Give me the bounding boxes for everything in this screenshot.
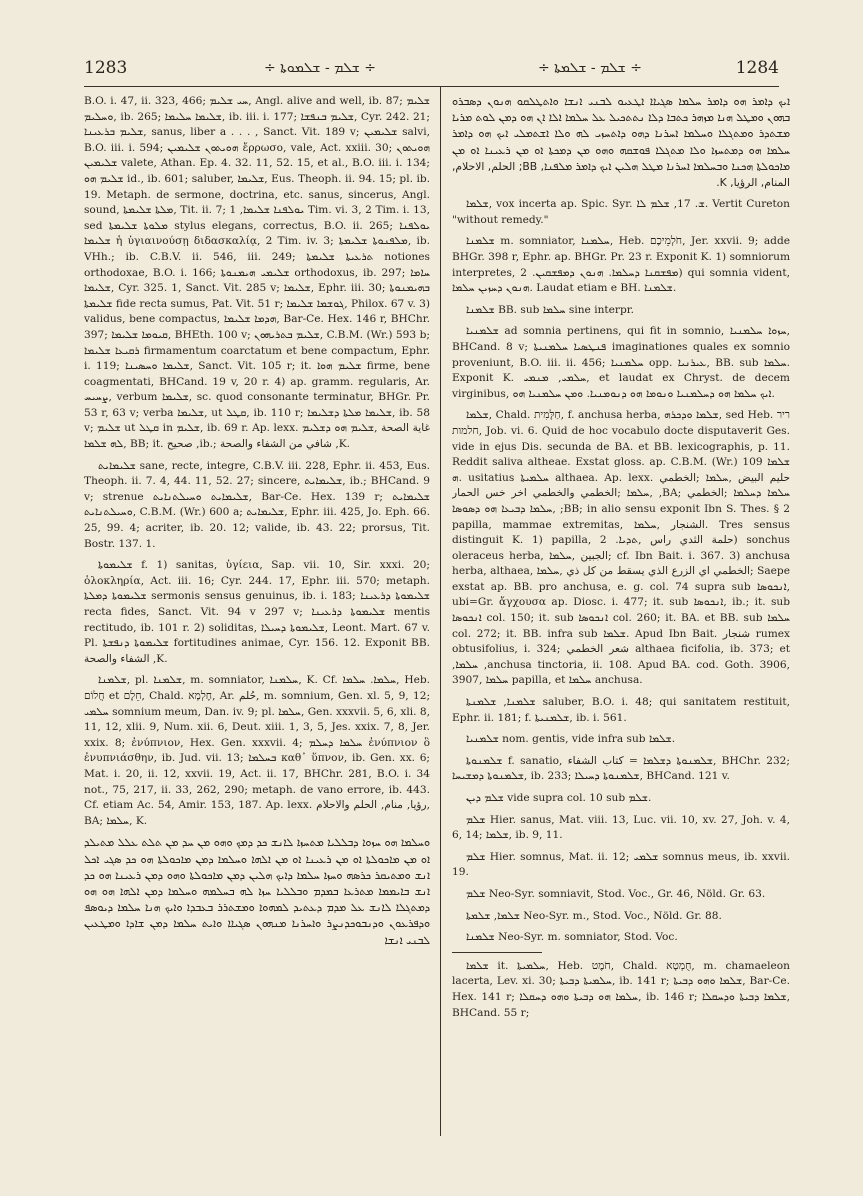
entry-shlimait: ܫܠܝܡܐܝܬ sane, recte, integre, C.B.V. iii. 228, Ephr. ii. 453, Eus. Theoph. ii. 7. 4, 44. 11, 52. 27; sincere, ܫܠܝܡܐܝܬ, ib.; BHCand. 9 v; strenue ܫܠܝܡܐܝܬ ܘܚܝܠܬܢܐܝܬ, Bar-Ce. Hex. 139 r; ܫܠܝܡܐܝܬ ܘܚܝܠܬܢܐܝܬ, C.B.M. (Wr.) 600 a; ܫܠܝܡܐܝܬ, Ephr. iii. 425, Jo. Eph. 66. 25, 99. 4; acriter, ib. 20. 12; valide, ib. 43. 22; prorsus, Tit. Bostr. 137. 1. (84, 459, 430, 550)
entry-nom-gentis: ܫܠܡܢܝܐ nom. gentis, vide infra sub ܫܠܡܐ. (466, 733, 676, 746)
syriac-quotation-right: ܐܝܟ ܕܐܡܪ ܗܘ ܕܐܡܪ ܚܠܡܐ ܣܓܝܐܐ ܐܛܥܝܘ ܠܒܢܝ ܐܢܫܐ ܘܐܬܛܠܩܘ ܗܢܘܢ ܕܣܒܪܘ ܒܗܘܢ ܘܡܛܠ ܗܢܐ ܡܙܗܪ ܟܬܒܐ ܕܠܐ ܢܬܬܟܝܠ ܥܠ ܚܠܡܐ ܐܠܐ ܐܢ ܗܘ ܕܡܢ ܠܘܬ ܡܪܝܐ ܡܫܬܕܪ ܘܡܬܓܠܐ ܘܚܠܡܐ ܐܚܪܢܐ ܕܗܘ ܕܐܬܚܙܝ ܠܗ ܘܠܐ ܐܫܬܡܠܝ ܐܝܟ ܗܘ ܕܐܡܪ ܚܠܡܐ ܗܘ ܕܡܬܚܙܐ ܘܠܐ ܡܬܓܠܐ ܦܘܫܩܗ ܘܗܘ ܡܢ ܕܡܟܬܐ ܐܘ ܡܢ ܪܥܝܢܐ ܐܘ ܡܢ ܡܐܟܘܠܬܐ ܗܟܢܐ ܘܒܚܠܡܐ ܐܚܪܢܐ ܡܛܠ ܗܠܝܢ ܐܝܟ ܕܐܡܪ ܡܠܦܢܐ, BB; الحلم, الاحلام, المنام, الرؤيا, K. (452, 95, 790, 190)
entry-shlim-cont: B.O. i. 47, ii. 323, 466; ܚܝ ܫܠܝܡ, Angl. alive and well, ib. 87; ܫܠܝܡ ܘܚܠܝܡ, ib. 265; ܫܠܝܡܐ ܚܠܝܡܐ, ib. iii. i. 177; ܫܠܝܡ ܒܢܦܫܐ, Cyr. 242. 21; ܫܠܝܡ ܒܪܥܝܢܐ, sanus, liber a . . . , Sanct. Vit. 189 v; ܫܠܝܡܝܢ salvi, B.O. iii. i. 594; ܗܘܝܬܘܢ ܫܠܝܡܝܢ ἔρρωσο, vale, Act. xxiii. 30; ܗܘܝܬܘܢ ܫܠܝܡܝܢ valete, Athan. Ep. 4. 32. 11, 52. 15, et al., B.O. iii. i. 134; ܫܠܝܡ ܗܘ id., ib. 601; saluber, ܫܠܝܡܐ, Eus. Theoph. ii. 94. 15; pl. ib. 19. Metaph. de sermone, doctrina, etc. sanus, sincerus, Angl. sound, ܡܠܬܐ ܫܠܝܡܬܐ, Tit. ii. 7; ܝܘܠܦܢܐ ܫܠܝܡܐ, 1 Tim. vi. 3, 2 Tim. i. 13, sed ܡܠܘܬܐ ܫܠܝܡܬܐ stylus elegans, correctus, B.O. ii. 265; ܝܘܠܦܢܐ ܫܠܝܡܐ ἡ ὑγιαινούσῃ διδασκαλίᾳ, 2 Tim. iv. 3; ܡܠܦܢܘܬܐ ܫܠܝܡܬܐ, ib. VHh.; ib. C.B.V. ii. 546, iii. 249; ܬܪܥܝܬܐ ܫܠܝܡܬܐ notiones orthodoxae, B.O. i. 166; ܫܠܝܡܝ ܗܝܡܢܘܬܐ orthodoxus, ib. 297; ܚܐܡܐ ܫܠܝܡܐ, Cyr. 325. 1, Sanct. Vit. 285 v; ܫܠܝܡܐ, Ephr. iii. 30; ܒܗܝܡܢܘܬܐ ܫܠܝܡܬܐ fide recta sumus, Pat. Vit. 51 r; ܓܘܫܡܐ ܫܠܝܡܐ, Philox. 67 v. 3) validus, bene compactus, ܗܕܡܐ ܫܠܝܡܐ, Bar-Ce. Hex. 146 r, BHChr. 397; ܩܝܘܡܐ ܫܠܝܡܐ, BHEth. 100 v; ܫܠܝܡ ܒܬܪܝܗܘܢ, C.B.M. (Wr.) 593 b; ܪܩܝܥܐ ܫܠܝܡܐ firmamentum coarctatum et bene compactum, Ephr. i. 119; ܫܠܝܡܐ ܘܚܣܝܢܐ, Sanct. Vit. 105 r; it. ܫܠܝܡ ܗܘܐ firme, bene coagmentati, BHCand. 19 v, 20 r. 4) ap. gramm. regularis, Ar. ܨܚܝܚ, verbum ܫܠܝܡܐ, sc. quod consonante terminatur, BHGr. Pr. 53 r, 63 v; verba ܫܠܝܡܐ, ut ܩܛܠ, ib. 110 r; ܫܠܝܡܐ ܡܠܬܐ ܕܫܠܝܡܐ, ib. 58 v; ܫܠܝܡ ut ܩܛܠ in ܫܠܝܡ, ib. 69 r. Ap. lexx. غاية الصحة ,ܫܠܝܡ ܗܘ ܕܫܠܝܡ ܠܗ ܫܠܡܐ, BB; it. صحيح ,ib.; شافي من الشفاء والصحة ,K. (84, 95, 430, 451)
entry-bb-sub: ܫܠܡܢܐ BB. sub ܚܠܡܐ sine interpr. (466, 303, 635, 316)
entry-somnia-pertinens: ܫܠܡܢܝܐ ad somnia pertinens, qui fit in somnio, ܚܙܘܐ ܚܠܡܢܝܐ, BHCand. 8 v; ܦܢܛܣܝܐ ܚܠܡܢܝܬܐ imaginationes quales ex somnio proveniunt, B.O. iii. ii. 456; ܚܠܡܢܝܐ opp. ܥܝܪܢܝܐ, BB. sub ܚܠܡܐ. Exponit K. ܚܠܡܝ, ܡܢܡܝ, et laudat ex Chryst. de decem virginibus, ܐܝܟ ܚܠܡܐ ܗܘ ܕܚܠܡܢܝܐ ܘܢܘܡܐ ܗܘ ܕܢܘܡܢܝܐ. ܘܡܢ ܚܠܡܢܝܐ ܗܘ. (452, 325, 790, 400)
page-number-right: 1284 (735, 58, 779, 78)
entry-hier-somnus: ܫܠܡ Hier. somnus, Mat. ii. 12; ܫܠܡܝ somnus meus, ib. xxvii. 19. (452, 850, 790, 879)
entry-hier-sanus: ܫܠܡ Hier. sanus, Mat. viii. 13, Luc. vii. 10, xv. 27, Joh. v. 4, 6, 14; ܫܠܡܐ, ib. 9, 11. (452, 813, 790, 842)
column-divider (440, 86, 441, 1136)
section-rule (452, 952, 542, 953)
syriac-quotation-left: ܘܚܠܡܐ ܗܘ ܚܙܘܐ ܕܒܠܠܝܐ ܡܬܚܙܐ ܠܐܢܫ ܟܕ ܕܡܟ ܘܗܘ ܡܢ ܚܕ ܡܢ ܬܠܬ ܥܠܠ ܡܬܝܠܕ ܐܘ ܡܢ ܡܐܟܘܠܬܐ ܐܘ ܡܢ ܪܥܝܢܐ ܐܘ ܡܢ ܐܠܗܐ ܘܚܠܡܐ ܕܡܢ ܡܐܟܘܠܬܐ ܗܘ ܟܕ ܣܓܝ ܐܟܠ ܐܢܫ ܘܡܬܝܩܪ ܟܪܣܗ ܘܚܙܐ ܚܠܡܐ ܕܐܝܟ ܗܠܝܢ ܕܡܢ ܡܐܟܘܠܬܐ ܘܗܘ ܕܡܢ ܪܥܝܢܐ ܗܘ ܟܕ ܐܢܫ ܒܐܝܡܡܐ ܡܬܪܥܐ ܒܡܕܡ ܘܒܠܠܝܐ ܚܙܐ ܠܗ ܒܚܠܡܗ ܘܚܠܡܐ ܕܡܢ ܐܠܗܐ ܗܘ ܗܘ ܕܡܬܓܠܐ ܠܐܢܫ ܥܠ ܡܕܡ ܕܥܬܝܕ ܠܡܗܘܐ ܘܡܫܬܪܪ ܒܥܒܕܐ ܘܐܝܟ ܗܢܐ ܚܠܡܐ ܕܝܘܣܦ ܘܕܦܪܥܘܢ ܘܕܢܒܘܟܕܢܨܪ ܘܐܚܪܢܐ ܡܢܗܘܢ ܣܓܝܐܐ ܘܐܝܬ ܚܠܡܐ ܕܡܢ ܫܐܕܐ ܘܡܛܥܝܢ ܠܒܢܝ ܐܢܫܐ (84, 836, 430, 947)
entry-sanatio: ܫܠܡܢܘܬܐ f. sanatio, ܫܠܡܢܘܬܐ ܕܫܠܡܐ = كتاب الشفاء, BHChr. 232; ܫܠܡܢܘܬܐ ܕܡܫܝܚܐ, ib. 233; ܫܠܡܢܘܬܐ ܕܚܝܠܐ, BHCand. 121 v. (452, 754, 790, 783)
entry-chamaeleon: ܫܠܡܐ it. ܚܠܡܝܬܐ, Heb. חֹמֶט, Chald. חֻמְטָא, m. chamaeleon lacerta, Lev. xi. 30; ܚܠܡܝܬܐ ܕܒܝܬܐ, ib. 141 r; ܫܠܡܐ ܘܗܘ ܕܒܝܬܐ, Bar-Ce. Hex. 141 r; ܚܠܡܐ ܗܘ ܕܒܝܬܐ ܘܗܘ ܕܚܩܠܐ, ib. 146 r; ܫܠܡܐ ܕܒܝܬܐ ܘܕܚܩܠܐ, BHCand. 55 r; (452, 959, 790, 1019)
running-head-left: ÷ ܫܠܡ - ܫܠܡܘܬܐ ÷ (263, 60, 377, 76)
page-number-left: 1283 (84, 58, 128, 78)
entry-shlimuta: ܫܠܝܡܘܬܐ f. 1) sanitas, ὑγίεια, Sap. vii. 10, Sir. xxxi. 20; ὁλοκληρία, Act. iii. 16; Cyr. 244. 17, Ephr. iii. 570; metaph. ܫܠܝܡܘܬܐ ܕܡܠܬܐ sermonis sensus genuinus, ib. i. 183; ܫܠܝܡܘܬܐ ܕܪܥܝܢܐ recta fides, Sanct. Vit. 94 v 297 v; ܫܠܝܡܘܬܐ ܕܪܥܝܢܐ mentis rectitudo, ib. 101 r. 2) soliditas, ܫܠܝܡܘܬܐ ܕܚܝܠܐ, Leont. Mart. 67 v. Pl. ܫܠܝܡܘܬܐ ܕܢܦܫܬܐ fortitudines animae, Cyr. 156. 12. Exponit BB. الشفاء والصحة ,K. (84, 559, 430, 665)
entry-anchusa: ܫܠܡܐ, Chald. חַלָּמִית, f. anchusa herba, ܫܠܡܐ ܘܕܟܪܗ, sed Heb. ריר חלמות, Job. vi. 6. Quid de hoc vocabulo docte disputaverit Ges. vide in ejus Dis. secunda de BA. et BB. lexicographis, p. 11. Reddit saliva altheae. Exstat gloss. ap. C.B.M. (Wr.) 109 ܫܠܡܐ ܗ. usitatius ܚܠܡܝܬܐ althaea. Ap. lexx. حليم البيض ,ܚܠܡܐ ;الخطمي ,ܚܠܡܐ ;الخطمي والخطمي اخر خس الحمار ,BA; ܚܠܡܐ ܕܚܠܡܐ ;الخطمي ,ܚܠܡܐ ܕܒܝܥܐ ܗܘ ܕܣܘܣܐ ;BB; in alio sensu exponit Ibn S. Thes. § 2 papilla, mammae extremitas, الشنجار ,ܚܠܡܐ. Tres sensus distinguit K. 1) papilla, حلمة الثدي راس ,ܬܕܝܐ. 2) sonchus oleraceus herba, الجبين ,ܚܠܡܐ; cf. Ibn Bait. i. 367. 3) anchusa herba, althaea, الخطمي اي الزرع الذي يسقط من كل ذي ,ܚܠܡܐ; Saepe exstat ap. BB. pro anchusa, e. g. col. 74 supra sub ܐܢܟܘܣܐ, ubi=Gr. ἄγχουσα ap. Diosc. i. 477; it. sub ܐܢܟܘܣܐ, ib.; it. sub ܐܢܟܘܣܐ col. 150; it. sub ܐܢܟܘܣܐ col. 260; it. BA. et BB. sub ܚܠܡܐ col. 272; it. BB. infra sub ܫܠܡܐ. Apud Ibn Bait. شنجار rumex obtusifolius, i. 324; شعر الخطمي althaea ficifolia, ib. 373; et ,ܚܠܡܐ ,anchusa tinctoria, ii. 108. Apud BA. cod. Goth. 3906, 3907, ܚܠܡܐ papilla, et ܚܠܡܐ anchusa. (452, 409, 790, 687)
entry-helma: ܫܠܡܢܐ, pl. ܫܠܡܢܐ, m. somniator, ܚܠܡܢܐ, K. Cf. ܚܠܡܐ. ܚܠܡܐ, Heb. חֲלוֹם et חֵלֶם, Chald. חֶלְמָא, Ar. حُلم, m. somnium, Gen. xl. 5, 9, 12; ܚܠܡܝ somnium meum, Dan. iv. 9; pl. ܚܠܡܐ, Gen. xxxvii. 5, 6, xli. 8, 11, 12, xlii. 9, Num. xii. 6, Deut. xiii. 1, 3, 5, Jes. xxix. 7, 8, Jer. xxix. 8; ἐνύπνιον, Hex. Gen. xxxvii. 4; ܚܠܡܐ ܕܚܠܡ ἐνύπνιον ὃ ἐνυπνιάσθην, ib. Jud. vii. 13; ܒܚܠܡܐ καθ᾽ ὕπνον, ib. Gen. xx. 6; Mat. i. 20, ii. 12, xxvii. 19, Act. ii. 17, BHChr. 281, B.O. i. 34 not., 75, 217, ii. 33, 262, 290; metaph. de vano errore, ib. 443. Cf. etiam Ac. 54, Amir. 153, 187. Ap. lexx. رؤيا, منام, الحلم والاحلام, BA; ܚܠܡܐ, K. (84, 674, 430, 827)
running-head-right: ÷ ܫܠܡ - ܫܠܡܬܐ ÷ (538, 60, 642, 76)
entry-neosyr-somniavit: ܫܠܡ Neo-Syr. somniavit, Stod. Voc., Gr. 46, Nöld. Gr. 63. (466, 887, 766, 900)
left-column (84, 94, 430, 1132)
entry-somniator: ܫܠܡܢܐ m. somniator, ܚܠܡܢܐ, Heb. חֹלְמֵיכֶם, Jer. xxvii. 9; adde BHGr. 398 r, Ephr. ap. BHGr. Pr. 23 r. Exponit K. 1) somniorum interpretes, ܡܦܫܩܢܐ ܕܚܠܡܐ. ܗܢܘܢ ܕܡܦܫܩܝܢ. 2) qui somnia vident, ܗܢܘܢ ܕܚܙܝܢ ܚܠܡܐ. Laudat etiam e BH. ܫܠܡܢܐ. (452, 235, 790, 295)
entry-neosyr-somniator: ܫܠܡܢܐ Neo-Syr. m. somniator, Stod. Voc. (466, 931, 678, 944)
entry-vox-incerta: ܫܠܡܐ, vox incerta ap. Spic. Syr. ܫ. 17, ܫܠܡ ܠܐ. Vertit Cureton "without remedy." (452, 198, 790, 226)
header-rule (84, 86, 779, 87)
entry-vide-supra: ܫܠܡ ܕܝܢ vide supra col. 10 sub ܫܠܡ. (466, 792, 652, 804)
entry-neosyr-m: ܫܠܡܐ, ܫܠܡܬܐ Neo-Syr. m., Stod. Voc., Nöld. Gr. 88. (466, 909, 722, 922)
right-column (452, 94, 790, 1132)
entry-saluber: ܫܠܡܢܐ, ܫܠܡܢܬܐ saluber, B.O. i. 48; qui sanitatem restituit, Ephr. ii. 181; f. ܫܠܡܢܝܬܐ, ib. i. 561. (452, 696, 790, 724)
